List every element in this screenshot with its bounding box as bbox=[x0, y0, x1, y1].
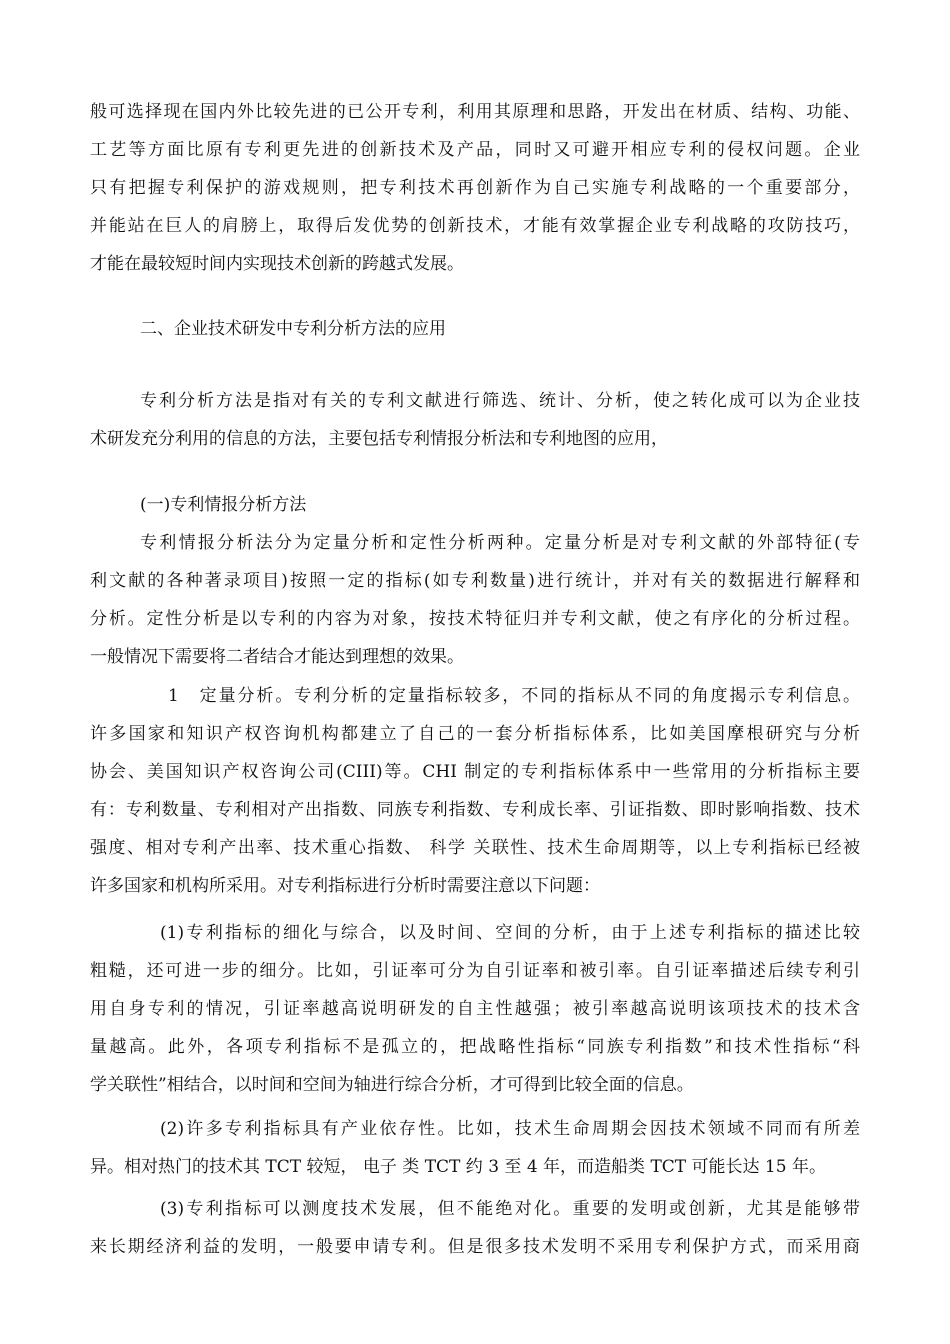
text-line: 专利分析方法是指对有关的专利文献进行筛选、统计、分析，使之转化成可以为企业技 bbox=[140, 391, 860, 411]
text-line: 工艺等方面比原有专利更先进的创新技术及产品，同时又可避开相应专利的侵权问题。企业 bbox=[90, 140, 860, 160]
text-line: 1 定量分析。专利分析的定量指标较多，不同的指标从不同的角度揭示专利信息。 bbox=[168, 686, 860, 706]
text-line: (1)专利指标的细化与综合，以及时间、空间的分析，由于上述专利指标的描述比较 bbox=[160, 923, 860, 943]
text-line: (3)专利指标可以测度技术发展，但不能绝对化。重要的发明或创新，尤其是能够带 bbox=[160, 1199, 860, 1219]
text-line: 粗糙，还可进一步的细分。比如，引证率可分为自引证率和被引率。自引证率描述后续专利引 bbox=[90, 961, 860, 981]
text-line: 专利情报分析法分为定量分析和定性分析两种。定量分析是对专利文献的外部特征(专 bbox=[140, 533, 860, 553]
text-line: 协会、美国知识产权咨询公司(CIII)等。CHI 制定的专利指标体系中一些常用的分析指标主要 bbox=[90, 762, 860, 782]
text-line: 才能在最较短时间内实现技术创新的跨越式发展。 bbox=[90, 254, 464, 274]
text-line: 许多国家和机构所采用。对专利指标进行分析时需要注意以下问题： bbox=[90, 876, 600, 896]
text-line: 一般情况下需要将二者结合才能达到理想的效果。 bbox=[90, 647, 464, 667]
text-line: 术研发充分利用的信息的方法，主要包括专利情报分析法和专利地图的应用， bbox=[90, 429, 668, 449]
text-line: 强度、相对专利产出率、技术重心指数、 科学 关联性、技术生命周期等，以上专利指标已经被 bbox=[90, 838, 860, 858]
text-line: 学关联性”相结合，以时间和空间为轴进行综合分析，才可得到比较全面的信息。 bbox=[90, 1075, 694, 1095]
text-line: 并能站在巨人的肩膀上，取得后发优势的创新技术，才能有效掌握企业专利战略的攻防技巧， bbox=[90, 216, 860, 236]
text-line: 来长期经济利益的发明，一般要申请专利。但是很多技术发明不采用专利保护方式，而采用商 bbox=[90, 1237, 860, 1257]
text-line: 异。相对热门的技术其 TCT 较短， 电子 类 TCT 约 3 至 4 年，而造船类 TCT 可能长达 15 年。 bbox=[90, 1157, 826, 1177]
text-line: (2)许多专利指标具有产业依存性。比如，技术生命周期会因技术领域不同而有所差 bbox=[160, 1119, 860, 1139]
text-line: 利文献的各种著录项目)按照一定的指标(如专利数量)进行统计，并对有关的数据进行解释和 bbox=[90, 571, 860, 591]
subsection-heading: (一)专利情报分析方法 bbox=[140, 495, 307, 515]
section-heading: 二、企业技术研发中专利分析方法的应用 bbox=[140, 319, 446, 339]
text-line: 只有把握专利保护的游戏规则，把专利技术再创新作为自己实施专利战略的一个重要部分， bbox=[90, 178, 860, 198]
text-line: 用自身专利的情况，引证率越高说明研发的自主性越强；被引率越高说明该项技术的技术含 bbox=[90, 999, 860, 1019]
text-line: 量越高。此外，各项专利指标不是孤立的，把战略性指标“同族专利指数”和技术性指标“科 bbox=[90, 1037, 860, 1057]
text-line: 有：专利数量、专利相对产出指数、同族专利指数、专利成长率、引证指数、即时影响指数、技术 bbox=[90, 800, 860, 820]
text-line: 分析。定性分析是以专利的内容为对象，按技术特征归并专利文献，使之有序化的分析过程。 bbox=[90, 609, 860, 629]
text-line: 般可选择现在国内外比较先进的已公开专利，利用其原理和思路，开发出在材质、结构、功能、 bbox=[90, 102, 860, 122]
text-line: 许多国家和知识产权咨询机构都建立了自己的一套分析指标体系，比如美国摩根研究与分析 bbox=[90, 724, 860, 744]
